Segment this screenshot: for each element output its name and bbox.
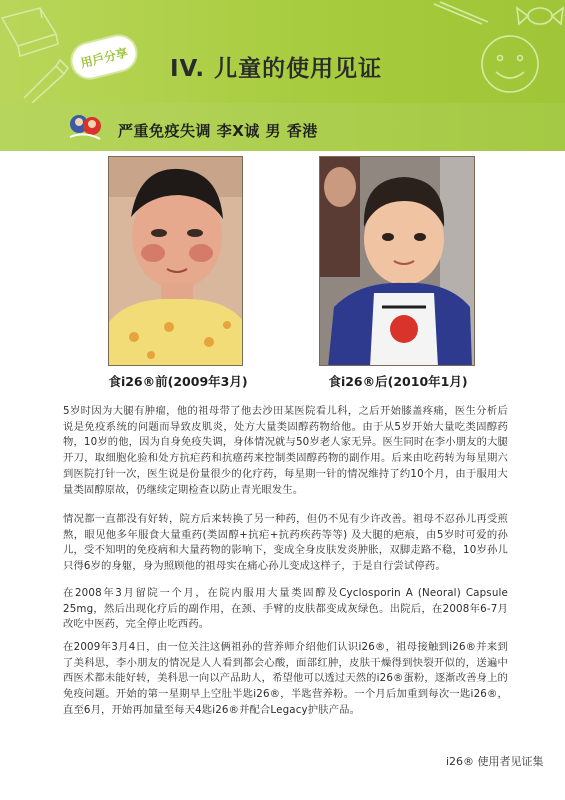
before-photo-image <box>109 157 243 366</box>
before-caption: 食i26®前(2009年3月) <box>108 374 248 389</box>
candy-doodle-icon <box>515 0 565 35</box>
page-title: IV. 儿童的使用见证 <box>170 56 383 82</box>
smiley-doodle-icon <box>470 28 550 98</box>
before-photo <box>108 156 243 366</box>
user-share-badge: 用戶分享 <box>66 30 141 83</box>
subject-title: 严重免疫失调 李X诚 男 香港 <box>118 122 318 140</box>
after-caption: 食i26®后(2010年1月) <box>328 374 468 389</box>
paragraph-2: 情况都一直都没有好转，院方后来转换了另一种药，但仍不见有少许改善。祖母不忍孙儿再受煎熬，眼见他多年服食大量重药(类固醇+抗疟+抗药疾药等等) 及大腿的疤痕，由5岁时可爱的孙儿，受不知明的免疫病和大量药物的影响下，变成全身皮肤发炎肿胀，双脚走路不稳，10岁孙儿只得6岁的身躯，身为照顾他的祖母实在痛心孙儿变成这样子，于是自行尝试停药。 <box>63 513 508 573</box>
after-photo-image <box>320 157 475 366</box>
after-photo <box>319 156 475 366</box>
paragraph-1: 5岁时因为大腿有肿瘤，他的祖母带了他去沙田某医院看儿科，之后开始膝盖疼痛，医生分析后说是免疫系统的问题而导致皮肌炎，处方大量类固醇药物给他。由于从5岁开始大量吃类固醇药物，10岁的他，因为自身免疫失调，身体情况就与50岁老人家无异。医生同时在李小朋友的大腿开刀，取细胞化验和处方抗疟药和抗癌药来控制类固醇药物的副作用。后来由吃药转为每星期六到医院打针一次，医生说是份量很少的化疗药，每星期一针的情况维持了约10个月，由于服用大量类固醇原故，仍继续定期检查以防止青光眼发生。 <box>63 405 508 496</box>
paragraph-4: 在2009年3月4日，由一位关注这俩祖孙的营养师介绍他们认识i26®，祖母接触到i26®并来到了美科思，李小朋友的情况是人人看到都会心酸，面部红肿，皮肤干燥得到快裂开似的，送遍中西医术都未能好转，美科思一向以产品助人，希望他可以透过天然的i26®蛋粉，逐渐改善身上的免疫问题。开始的第一星期早上空肚半匙i26®，半匙营养粉。一个月后加重到每次一匙i26®，直至6月，开始再加量至每天4匙i26®并配合Legacy护肤产品。 <box>63 641 508 716</box>
pencil-doodle-icon <box>20 58 70 103</box>
paragraph-3: 在2008年3月留院一个月，在院内服用大量类固醇及Cyclosporin A (Neoral) Capsule 25mg，然后出现化疗后的副作用，在颈、手臂的皮肤都变成灰绿色。出院后，在2008年6-7月改吃中医药，完全停止吃西药。 <box>63 587 508 631</box>
book-doodle-icon <box>0 0 70 60</box>
children-icon <box>66 111 104 143</box>
crayon-doodle-icon <box>430 0 490 30</box>
footer-text: i26® 使用者见证集 <box>446 755 544 768</box>
